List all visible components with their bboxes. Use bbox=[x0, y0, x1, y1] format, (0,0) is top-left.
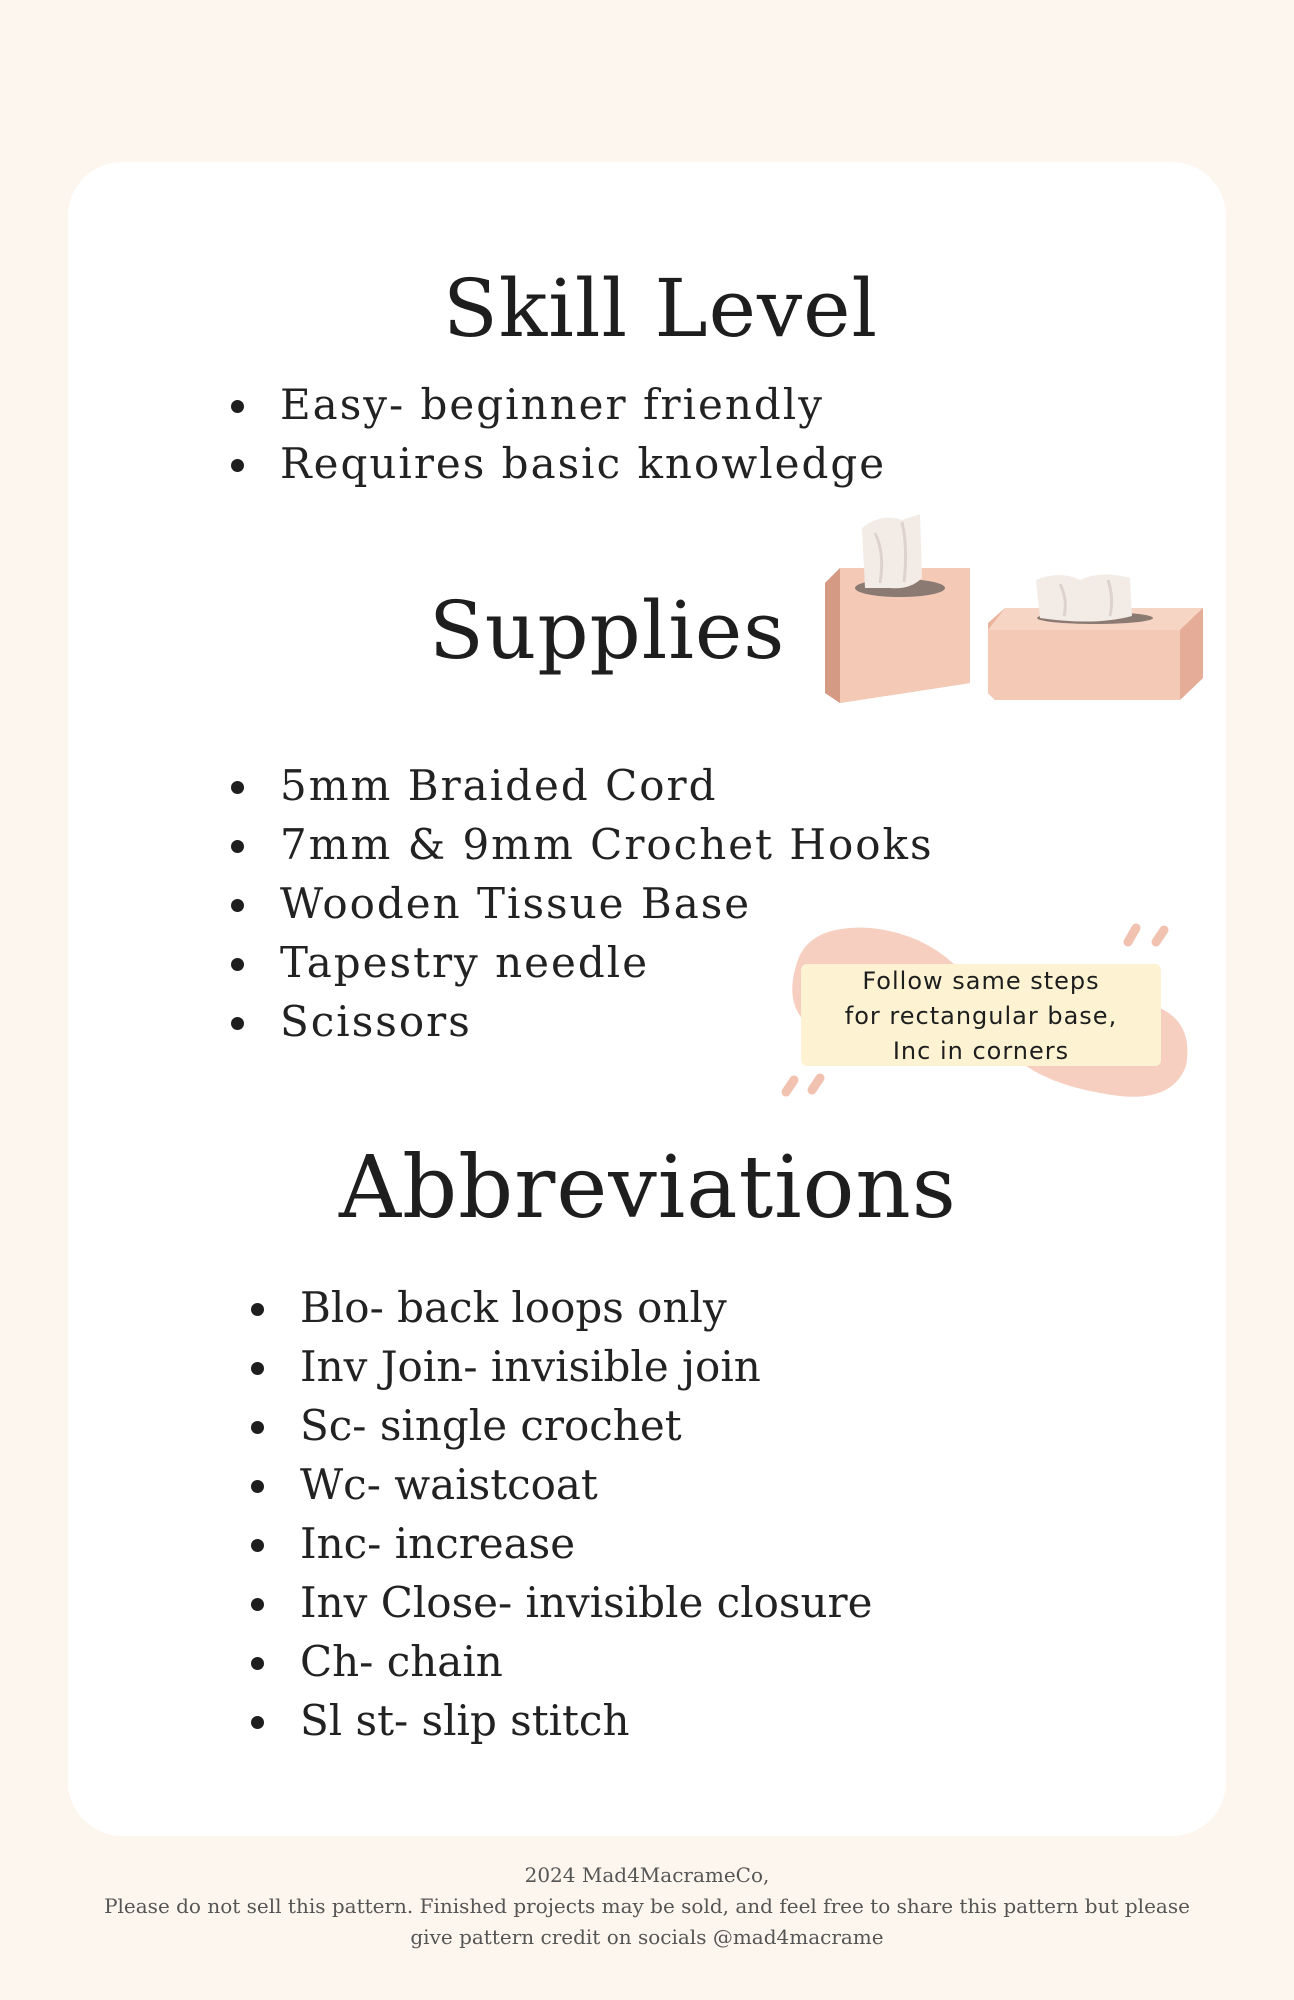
list-item: Scissors bbox=[280, 992, 934, 1051]
note-line: Inc in corners bbox=[892, 1037, 1070, 1065]
list-item: Inv Close- invisible closure bbox=[300, 1573, 872, 1632]
tissue-box-cube bbox=[825, 514, 970, 703]
list-item: Sc- single crochet bbox=[300, 1396, 872, 1455]
list-item: Sl st- slip stitch bbox=[300, 1691, 872, 1750]
list-item: 7mm & 9mm Crochet Hooks bbox=[280, 815, 934, 874]
list-item: Wooden Tissue Base bbox=[280, 874, 934, 933]
note-line: for rectangular base, bbox=[844, 1002, 1118, 1030]
supplies-heading: Supplies bbox=[429, 584, 786, 677]
footer-line: give pattern credit on socials @mad4macrame bbox=[410, 1925, 884, 1949]
list-item: 5mm Braided Cord bbox=[280, 756, 934, 815]
list-item: Wc- waistcoat bbox=[300, 1455, 872, 1514]
note-line: Follow same steps bbox=[862, 967, 1100, 995]
tissue-box-flat bbox=[988, 574, 1203, 700]
skill-level-heading: Skill Level bbox=[443, 262, 879, 355]
footer-line: Please do not sell this pattern. Finished projects may be sold, and feel free to share this pattern but please bbox=[104, 1894, 1190, 1918]
list-item: Inc- increase bbox=[300, 1514, 872, 1573]
copyright-footer bbox=[0, 1860, 1294, 1953]
abbreviations-heading: Abbreviations bbox=[339, 1138, 957, 1238]
list-item: Blo- back loops only bbox=[300, 1278, 872, 1337]
list-item: Inv Join- invisible join bbox=[300, 1337, 872, 1396]
list-item: Requires basic knowledge bbox=[280, 434, 886, 493]
rectangular-base-note bbox=[776, 916, 1216, 1102]
abbreviations-list bbox=[300, 1278, 872, 1750]
note-box bbox=[801, 964, 1161, 1066]
tissue-box-illustration bbox=[820, 508, 1210, 708]
skill-level-list bbox=[280, 375, 886, 493]
list-item: Easy- beginner friendly bbox=[280, 375, 886, 434]
footer-line: 2024 Mad4MacrameCo, bbox=[524, 1863, 770, 1887]
list-item: Ch- chain bbox=[300, 1632, 872, 1691]
list-item: Tapestry needle bbox=[280, 933, 934, 992]
